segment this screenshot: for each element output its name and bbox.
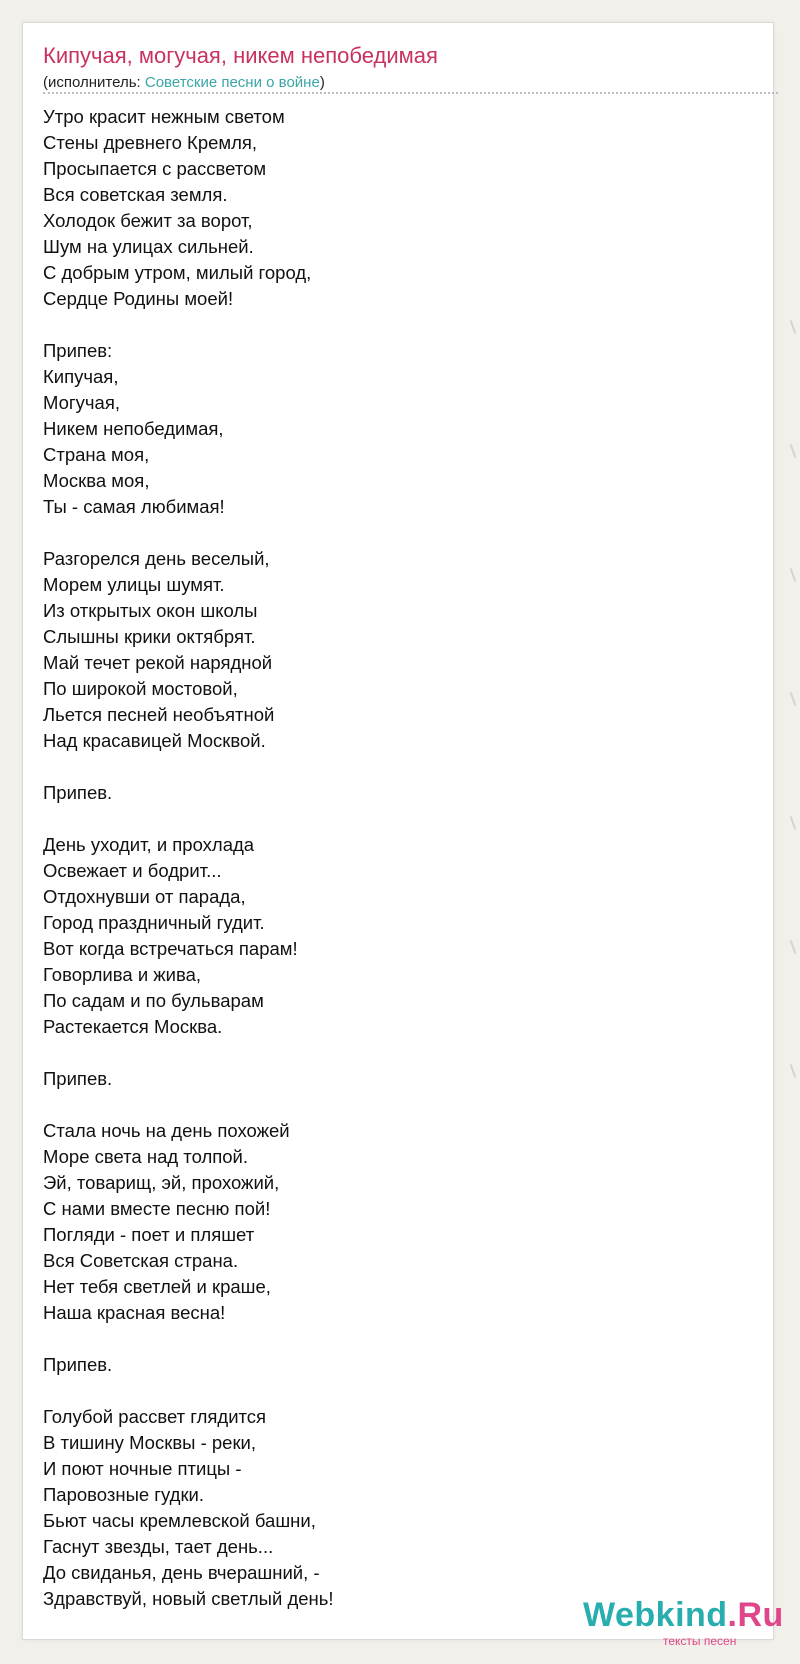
lyrics-line: Город праздничный гудит. [43,912,265,933]
lyrics-line: Припев. [43,782,113,803]
lyrics-line: Над красавицей Москвой. [43,730,266,751]
lyrics-stanza [43,1352,743,1378]
lyrics-line: По садам и по бульварам [43,990,264,1011]
lyrics-line: Бьют часы кремлевской башни, [43,1510,316,1531]
lyrics-line: Припев. [43,1354,113,1375]
song-title: Кипучая, могучая, никем непобедимая [43,43,438,68]
lyrics-line: Слышны крики октябрят. [43,626,256,647]
lyrics-line: Из открытых окон школы [43,600,258,621]
logo-wordmark [583,1596,784,1635]
lyrics-line: Холодок бежит за ворот, [43,210,253,231]
lyrics-line: Голубой рассвет глядится [43,1406,267,1427]
lyrics-line: Никем непобедимая, [43,418,224,439]
page-edge-marks [790,320,796,1220]
lyrics-line: Сердце Родины моей! [43,288,234,309]
logo-suffix: .Ru [727,1596,784,1634]
lyrics-line: Просыпается с рассветом [43,158,267,179]
artist-link[interactable]: Советские песни о войне [144,74,320,91]
lyrics-line: Паровозные гудки. [43,1484,205,1505]
edge-mark [790,940,797,954]
lyrics-line: Растекается Москва. [43,1016,223,1037]
lyrics-line: В тишину Москвы - реки, [43,1432,257,1453]
lyrics-line: Шум на улицах сильней. [43,236,254,257]
lyrics-stanza [43,832,743,1040]
lyrics-line: Наша красная весна! [43,1302,226,1323]
title-divider [43,92,778,94]
lyrics-line: Гаснут звезды, тает день... [43,1536,274,1557]
lyrics-line: Вот когда встречаться парам! [43,938,298,959]
lyrics-line: Отдохнувши от парада, [43,886,246,907]
logo-tagline: тексты песен [663,1634,737,1648]
lyrics-line: Могучая, [43,392,120,413]
lyrics-line: С добрым утром, милый город, [43,262,312,283]
edge-mark [790,320,797,334]
lyrics-stanza [43,546,743,754]
lyrics-stanza [43,1404,743,1612]
lyrics-line: Льется песней необъятной [43,704,275,725]
edge-mark [790,692,797,706]
lyrics-stanza [43,104,743,312]
lyrics-stanza [43,1118,743,1326]
lyrics-line: Кипучая, [43,366,119,387]
lyrics-line: Москва моя, [43,470,150,491]
lyrics-line: Погляди - поет и пляшет [43,1224,255,1245]
lyrics-line: Освежает и бодрит... [43,860,222,881]
lyrics-line: И поют ночные птицы - [43,1458,242,1479]
content-card [22,22,784,1648]
lyrics-line: Нет тебя светлей и краше, [43,1276,271,1297]
lyrics-line: До свиданья, день вчерашний, - [43,1562,320,1583]
lyrics-line: Припев. [43,1068,113,1089]
lyrics-stanza [43,780,743,806]
artist-line [43,74,325,91]
lyrics-line: Припев: [43,340,113,361]
lyrics-line: Ты - самая любимая! [43,496,225,517]
lyrics-line: Вся советская земля. [43,184,228,205]
lyrics-line: Май течет рекой нарядной [43,652,273,673]
lyrics-text [43,104,743,1638]
lyrics-line: Эй, товарищ, эй, прохожий, [43,1172,280,1193]
edge-mark [790,816,797,830]
artist-suffix: ) [319,74,325,91]
lyrics-line: Страна моя, [43,444,150,465]
logo-main-text: Webkind [583,1596,728,1634]
lyrics-line: Морем улицы шумят. [43,574,225,595]
lyrics-line: Стала ночь на день похожей [43,1120,290,1141]
lyrics-line: Здравствуй, новый светлый день! [43,1588,334,1609]
lyrics-line: Разгорелся день веселый, [43,548,270,569]
lyrics-line: С нами вместе песню пой! [43,1198,271,1219]
lyrics-line: Стены древнего Кремля, [43,132,258,153]
site-logo[interactable] [583,1596,784,1648]
lyrics-line: Утро красит нежным светом [43,106,285,127]
artist-prefix: (исполнитель: [43,74,145,91]
lyrics-line: Море света над толпой. [43,1146,249,1167]
edge-mark [790,444,797,458]
lyrics-line: Говорлива и жива, [43,964,202,985]
edge-mark [790,1064,797,1078]
lyrics-stanza [43,1066,743,1092]
edge-mark [790,568,797,582]
lyrics-line: По широкой мостовой, [43,678,238,699]
lyrics-stanza [43,338,743,520]
lyrics-line: День уходит, и прохлада [43,834,255,855]
lyrics-line: Вся Советская страна. [43,1250,239,1271]
